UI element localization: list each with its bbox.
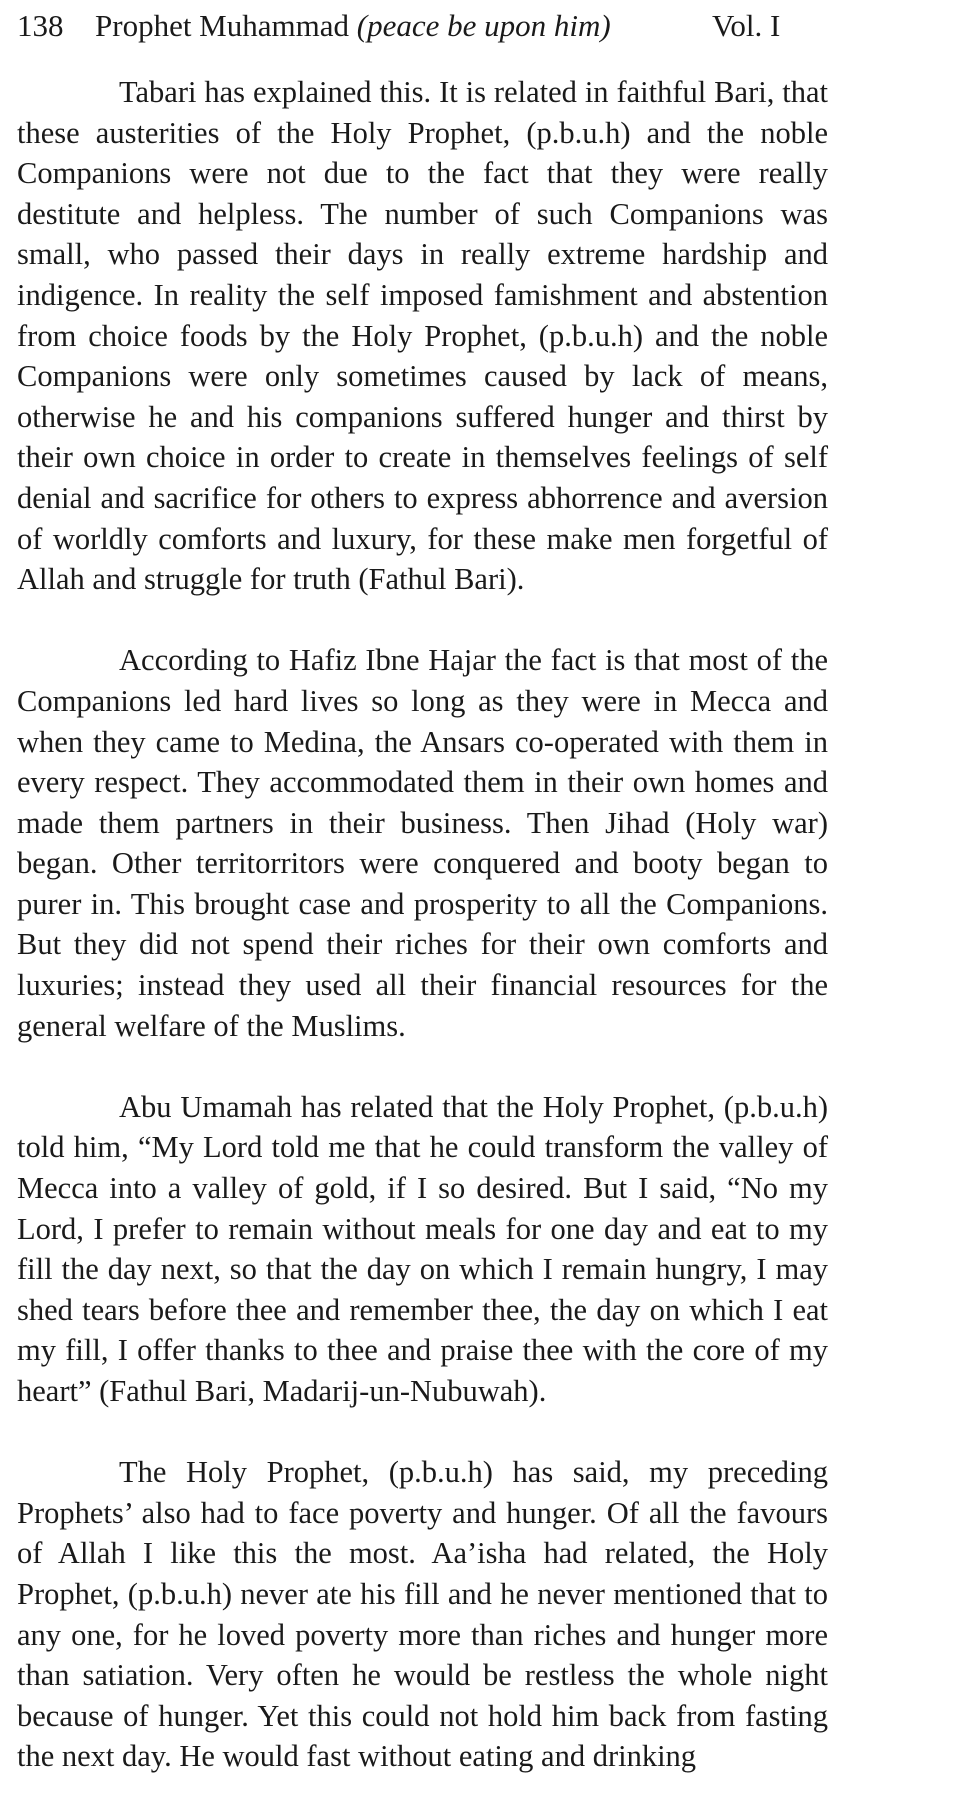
volume-label: Vol. I [712, 8, 781, 43]
paragraph-hafiz-ibne-hajar: According to Hafiz Ibne Hajar the fact is that most of the Companions led hard lives so long as they were in Mecca and when they came to Medina, the Ansars co-operated with them in every respect. They accommodated them in their own homes and made them partners in their business. Then Jihad (Holy war) began. Other territorritors were conquered and booty began to purer in. This brought case and prosperity to all the Companions. But they did not spend their riches for their own comforts and luxuries; instead they used all their financial resources for the general welfare of the Muslims. [17, 643, 828, 1043]
paragraph-tabari: Tabari has explained this. It is related in faithful Bari, that these austerities of the Holy Prophet, (p.b.u.h) and the noble Companions were not due to the fact that they were really destitute and helpless. The number of such Companions was small, who passed their days in really extreme hardship and indigence. In reality the self imposed famishment and abstention from choice foods by the Holy Prophet, (p.b.u.h) and the noble Companions were only sometimes caused by lack of means, otherwise he and his companions suffered hunger and thirst by their own choice in order to create in themselves feelings of self denial and sacrifice for others to express abhorrence and aversion of worldly comforts and luxury, for these make men forgetful of Allah and struggle for truth (Fathul Bari). [17, 75, 828, 597]
running-header [17, 6, 897, 46]
book-title-subtitle: (peace be upon him) [356, 8, 611, 43]
book-title [95, 6, 611, 46]
paragraph-abu-umamah: Abu Umamah has related that the Holy Prophet, (p.b.u.h) told him, “My Lord told me that he could transform the valley of Mecca into a valley of gold, if I so desired. But I said, “No my Lord, I prefer to remain without meals for one day and eat to my fill the day next, so that the day on which I remain hungry, I may shed tears before thee and remember thee, the day on which I eat my fill, I offer thanks to thee and praise thee with the core of my heart” (Fathul Bari, Madarij-un-Nubuwah). [17, 1089, 828, 1408]
page-number: 138 [17, 8, 64, 43]
body-text [17, 72, 828, 1818]
book-title-main: Prophet Muhammad [95, 8, 349, 43]
paragraph-holy-prophet-poverty: The Holy Prophet, (p.b.u.h) has said, my preceding Prophets’ also had to face poverty and hunger. Of all the favours of Allah I like this the most. Aa’isha had related, the Holy Prophet, (p.b.u.h) never ate his fill and he never mentioned that to any one, for he loved poverty more than riches and hunger more than satiation. Very often he would be restless the whole night because of hunger. Yet this could not hold him back from fasting the next day. He would fast without eating and drinking [17, 1455, 828, 1774]
